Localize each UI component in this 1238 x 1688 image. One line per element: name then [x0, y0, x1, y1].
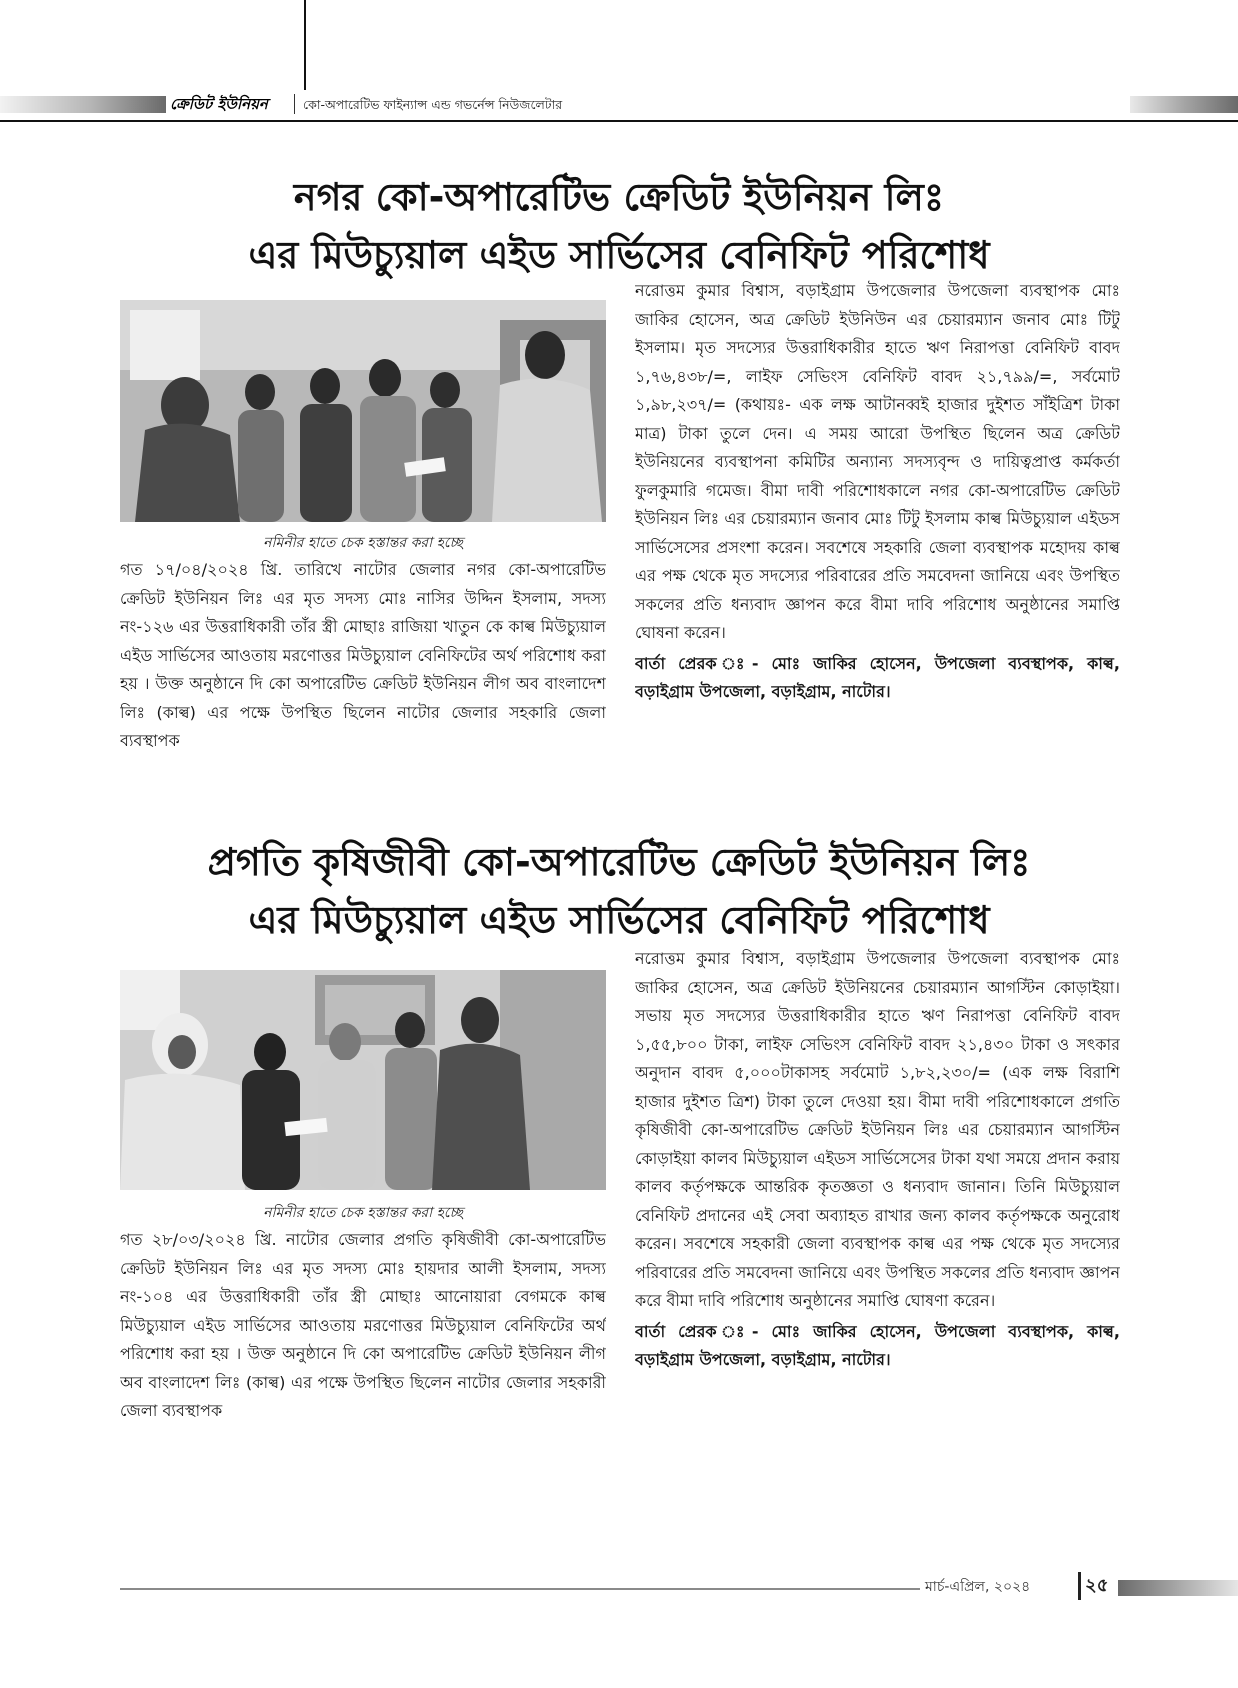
article-1-body-left: গত ১৭/০৪/২০২৪ খ্রি. তারিখে নাটোর জেলার নগর কো-অপারেটিভ ক্রেডিট ইউনিয়ন লিঃ এর মৃত সদস্য মোঃ নাসির উদ্দিন ইসলাম, সদস্য নং-১২৬ এর উত্তরাধিকারী তাঁর স্ত্রী মোছাঃ রাজিয়া খাতুন কে কাল্ব মিউচ্যুয়াল এইড সার্ভিসের আওতায় মরণোত্তর মিউচ্যুয়াল বেনিফিটের অর্থ পরিশোধ করা হয় । উক্ত অনুষ্ঠানে দি কো অপারেটিভ ক্রেডিট ইউনিয়ন লীগ অব বাংলাদেশ লিঃ (কাল্ব) এর পক্ষে উপস্থিত ছিলেন নাটোর জেলার সহকারি জেলা ব্যবস্থাপক: [120, 560, 606, 750]
publication-name: কো-অপারেটিভ ফাইন্যান্স এন্ড গভর্নেন্স নিউজলেটার: [303, 97, 563, 112]
article-1-title-line-1: নগর কো-অপারেটিভ ক্রেডিট ইউনিয়ন লিঃ: [293, 175, 945, 219]
article-2-title-line-1: প্রগতি কৃষিজীবী কো-অপারেটিভ ক্রেডিট ইউনিয়ন লিঃ: [207, 840, 1031, 884]
article-1-left-column: [120, 556, 606, 786]
footer-gradient-bar: [1118, 1580, 1238, 1596]
newsletter-logo: ক্রেডিট ইউনিয়ন: [170, 95, 268, 113]
article-1-right-column: [635, 277, 1120, 797]
cheque-handover-photo-1: [120, 300, 606, 522]
cheque-handover-photo-2: [120, 970, 606, 1190]
article-2-body-left: গত ২৮/০৩/২০২৪ খ্রি. নাটোর জেলার প্রগতি কৃষিজীবী কো-অপারেটিভ ক্রেডিট ইউনিয়ন লিঃ এর মৃত সদস্য মোঃ হায়দার আলী ইসলাম, সদস্য নং-১০৪ এর উত্তরাধিকারী তাঁর স্ত্রী মোছাঃ আনোয়ারা বেগমকে কাল্ব মিউচ্যুয়াল এইড সার্ভিসের আওতায় মরণোত্তর মিউচ্যুয়াল বেনিফিটের অর্থ পরিশোধ করা হয় । উক্ত অনুষ্ঠানে দি কো অপারেটিভ ক্রেডিট ইউনিয়ন লীগ অব বাংলাদেশ লিঃ (কাল্ব) এর পক্ষে উপস্থিত ছিলেন নাটোর জেলার সহকারী জেলা ব্যবস্থাপক: [120, 1230, 606, 1420]
article-2-photo: [120, 970, 606, 1190]
header-separator: [294, 94, 295, 114]
article-1-photo: [120, 300, 606, 522]
article-2-reporter: বার্তা প্রেরক ঃ- মোঃ জাকির হোসেন, উপজেলা ব্যবস্থাপক, কাল্ব, বড়াইগ্রাম উপজেলা, বড়াইগ্রাম, নাটোর।: [635, 1321, 1120, 1369]
article-2-title-line-2: এর মিউচ্যুয়াল এইড সার্ভিসের বেনিফিট পরিশোধ: [248, 898, 990, 942]
article-2-right-column: [635, 945, 1120, 1465]
article-1-reporter: বার্তা প্রেরক ঃ- মোঃ জাকির হোসেন, উপজেলা ব্যবস্থাপক, কাল্ব, বড়াইগ্রাম উপজেলা, বড়াইগ্রাম, নাটোর।: [635, 653, 1120, 701]
footer-issue-date: মার্চ-এপ্রিল, ২০২৪: [925, 1579, 1031, 1595]
article-2-body-right: নরোত্তম কুমার বিশ্বাস, বড়াইগ্রাম উপজেলার উপজেলা ব্যবস্থাপক মোঃ জাকির হোসেন, অত্র ক্রেডিট ইউনিয়নের চেয়ারম্যান আগস্টিন কোড়াইয়া। সভায় মৃত সদস্যের উত্তরাধিকারীর হাতে ঋণ নিরাপত্তা বেনিফিট বাবদ ১,৫৫,৮০০ টাকা, লাইফ সেভিংস বেনিফিট বাবদ ২১,৪৩০ টাকা ও সৎকার অনুদান বাবদ ৫,০০০টাকাসহ সর্বমোট ১,৮২,২৩০/= (এক লক্ষ বিরাশি হাজার দুইশত ত্রিশ) টাকা তুলে দেওয়া হয়। বীমা দাবী পরিশোধকালে প্রগতি কৃষিজীবী কো-অপারেটিভ ক্রেডিট ইউনিয়ন লিঃ এর চেয়ারম্যান আগস্টিন কোড়াইয়া কালব মিউচ্যুয়াল এইডস সার্ভিসেসের টাকা যথা সময়ে প্রদান করায় কালব কর্তৃপক্ষকে আন্তরিক কৃতজ্ঞতা ও ধন্যবাদ জানান। তিনি মিউচ্যুয়াল বেনিফিট প্রদানের এই সেবা অব্যাহত রাখার জন্য কালব কর্তৃপক্ষকে অনুরোধ করেন। সবশেষে সহকারী জেলা ব্যবস্থাপক কাল্ব এর পক্ষ থেকে মৃত সদস্যের পরিবারের প্রতি সমবেদনা জানিয়ে এবং উপস্থিত সকলের প্রতি ধন্যবাদ জ্ঞাপন করে বীমা দাবি পরিশোধ অনুষ্ঠানের সমাপ্তি ঘোষণা করেন।: [635, 949, 1120, 1310]
footer-rule: [120, 1588, 920, 1590]
header-vertical-rule: [304, 0, 306, 90]
article-1-photo-caption: নমিনীর হাতে চেক হস্তান্তর করা হচ্ছে: [263, 535, 463, 551]
article-2-photo-caption: নমিনীর হাতে চেক হস্তান্তর করা হচ্ছে: [263, 1205, 463, 1221]
article-2-left-column: [120, 1226, 606, 1458]
page-number: ২৫: [1078, 1572, 1121, 1600]
header-gradient-bar-left: [0, 96, 166, 113]
article-1-title-line-2: এর মিউচ্যুয়াল এইড সার্ভিসের বেনিফিট পরিশোধ: [248, 233, 990, 277]
header-gradient-bar-right: [1130, 96, 1238, 113]
article-1-body-right: নরোত্তম কুমার বিশ্বাস, বড়াইগ্রাম উপজেলার উপজেলা ব্যবস্থাপক মোঃ জাকির হোসেন, অত্র ক্রেডিট ইউনিউন এর চেয়ারম্যান জনাব মোঃ টিটু ইসলাম। মৃত সদস্যের উত্তরাধিকারীর হাতে ঋণ নিরাপত্তা বেনিফিট বাবদ ১,৭৬,৪৩৮/=, লাইফ সেভিংস বেনিফিট বাবদ ২১,৭৯৯/=, সর্বমোট ১,৯৮,২৩৭/= (কথায়ঃ- এক লক্ষ আটানব্বই হাজার দুইশত সাঁইত্রিশ টাকা মাত্র) টাকা তুলে দেন। এ সময় আরো উপস্থিত ছিলেন অত্র ক্রেডিট ইউনিয়নের ব্যবস্থাপনা কমিটির অন্যান্য সদস্যবৃন্দ ও দায়িত্বপ্রাপ্ত কর্মকর্তা ফুলকুমারি গমেজ। বীমা দাবী পরিশোধকালে নগর কো-অপারেটিভ ক্রেডিট ইউনিয়ন লিঃ এর চেয়ারম্যান জনাব মোঃ টিটু ইসলাম কাল্ব মিউচ্যুয়াল এইডস সার্ভিসেসের প্রসংশা করেন। সবশেষে সহকারি জেলা ব্যবস্থাপক মহোদয় কাল্ব এর পক্ষ থেকে মৃত সদস্যের পরিবারের প্রতি সমবেদনা জানিয়ে এবং উপস্থিত সকলের প্রতি ধন্যবাদ জ্ঞাপন করে বীমা দাবি পরিশোধ অনুষ্ঠানের সমাপ্তি ঘোষনা করেন।: [635, 281, 1120, 642]
header-rule: [0, 120, 1238, 122]
